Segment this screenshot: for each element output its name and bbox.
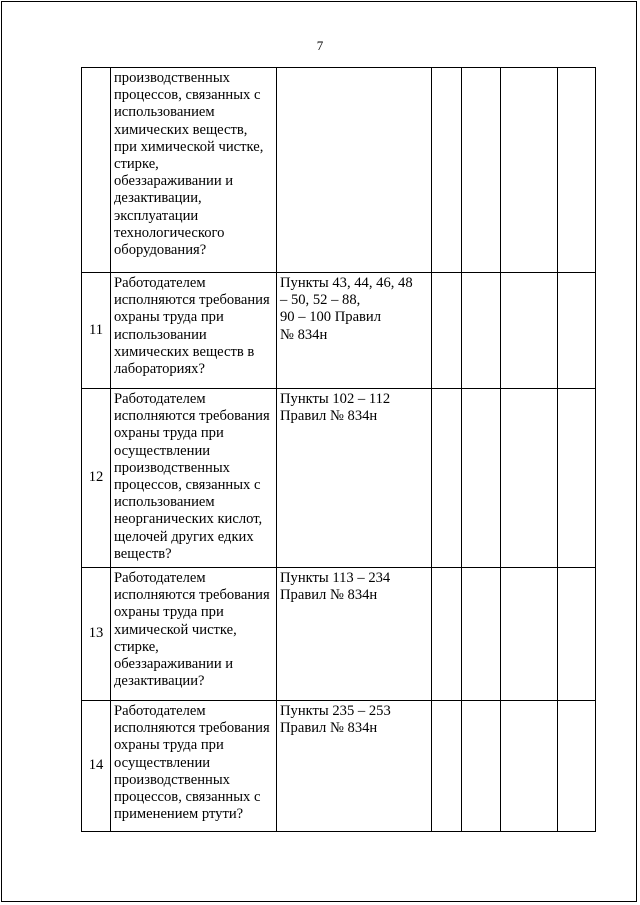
answer-cell-yes[interactable] [432, 68, 462, 273]
normative-reference [277, 701, 432, 832]
table-row [82, 701, 596, 832]
reference-text: Пункты 102 – 112 Правил № 834н [280, 391, 391, 425]
reference-text: Пункты 113 – 234 Правил № 834н [280, 570, 391, 604]
answer-cell-note[interactable] [558, 68, 596, 273]
answer-cell-not-applicable[interactable] [501, 568, 558, 701]
normative-reference [277, 389, 432, 568]
reference-text: Пункты 43, 44, 46, 48 – 50, 52 – 88, 90 – 100 Правил № 834н [280, 275, 413, 343]
requirement-question [111, 68, 277, 273]
requirement-question [111, 568, 277, 701]
question-text: Работодателем исполняются требования охраны труда при химической чистке, стирке, обеззараживании и дезактивации? [114, 570, 270, 690]
table-row [82, 68, 596, 273]
answer-cell-note[interactable] [558, 273, 596, 389]
answer-cell-yes[interactable] [432, 701, 462, 832]
answer-cell-not-applicable[interactable] [501, 273, 558, 389]
question-text: Работодателем исполняются требования охраны труда при осуществлении производственных процессов, связанных с применением ртути? [114, 703, 270, 823]
table-row [82, 273, 596, 389]
answer-cell-yes[interactable] [432, 568, 462, 701]
requirement-question [111, 389, 277, 568]
answer-cell-no[interactable] [462, 273, 501, 389]
answer-cell-note[interactable] [558, 389, 596, 568]
question-text: производственных процессов, связанных с использованием химических веществ, при химической чистке, стирке, обеззараживании и дезактивации, эксплуатации технологического оборудования? [114, 70, 264, 259]
answer-cell-no[interactable] [462, 701, 501, 832]
checklist-table [81, 67, 596, 832]
normative-reference [277, 568, 432, 701]
row-number: 14 [82, 701, 111, 832]
answer-cell-no[interactable] [462, 68, 501, 273]
row-number: 12 [82, 389, 111, 568]
answer-cell-note[interactable] [558, 568, 596, 701]
answer-cell-no[interactable] [462, 568, 501, 701]
table-row [82, 389, 596, 568]
normative-reference [277, 68, 432, 273]
question-text: Работодателем исполняются требования охраны труда при осуществлении производственных процессов, связанных с использованием неорганических кислот, щелочей других едких веществ? [114, 391, 270, 562]
normative-reference [277, 273, 432, 389]
answer-cell-no[interactable] [462, 389, 501, 568]
question-text: Работодателем исполняются требования охраны труда при использовании химических веществ в лабораториях? [114, 275, 270, 378]
answer-cell-not-applicable[interactable] [501, 68, 558, 273]
row-number: 11 [82, 273, 111, 389]
table-row [82, 568, 596, 701]
requirement-question [111, 273, 277, 389]
answer-cell-yes[interactable] [432, 389, 462, 568]
page-number: 7 [316, 38, 324, 53]
answer-cell-yes[interactable] [432, 273, 462, 389]
row-number [82, 68, 111, 273]
answer-cell-not-applicable[interactable] [501, 389, 558, 568]
reference-text: Пункты 235 – 253 Правил № 834н [280, 703, 391, 737]
row-number: 13 [82, 568, 111, 701]
requirement-question [111, 701, 277, 832]
answer-cell-not-applicable[interactable] [501, 701, 558, 832]
answer-cell-note[interactable] [558, 701, 596, 832]
